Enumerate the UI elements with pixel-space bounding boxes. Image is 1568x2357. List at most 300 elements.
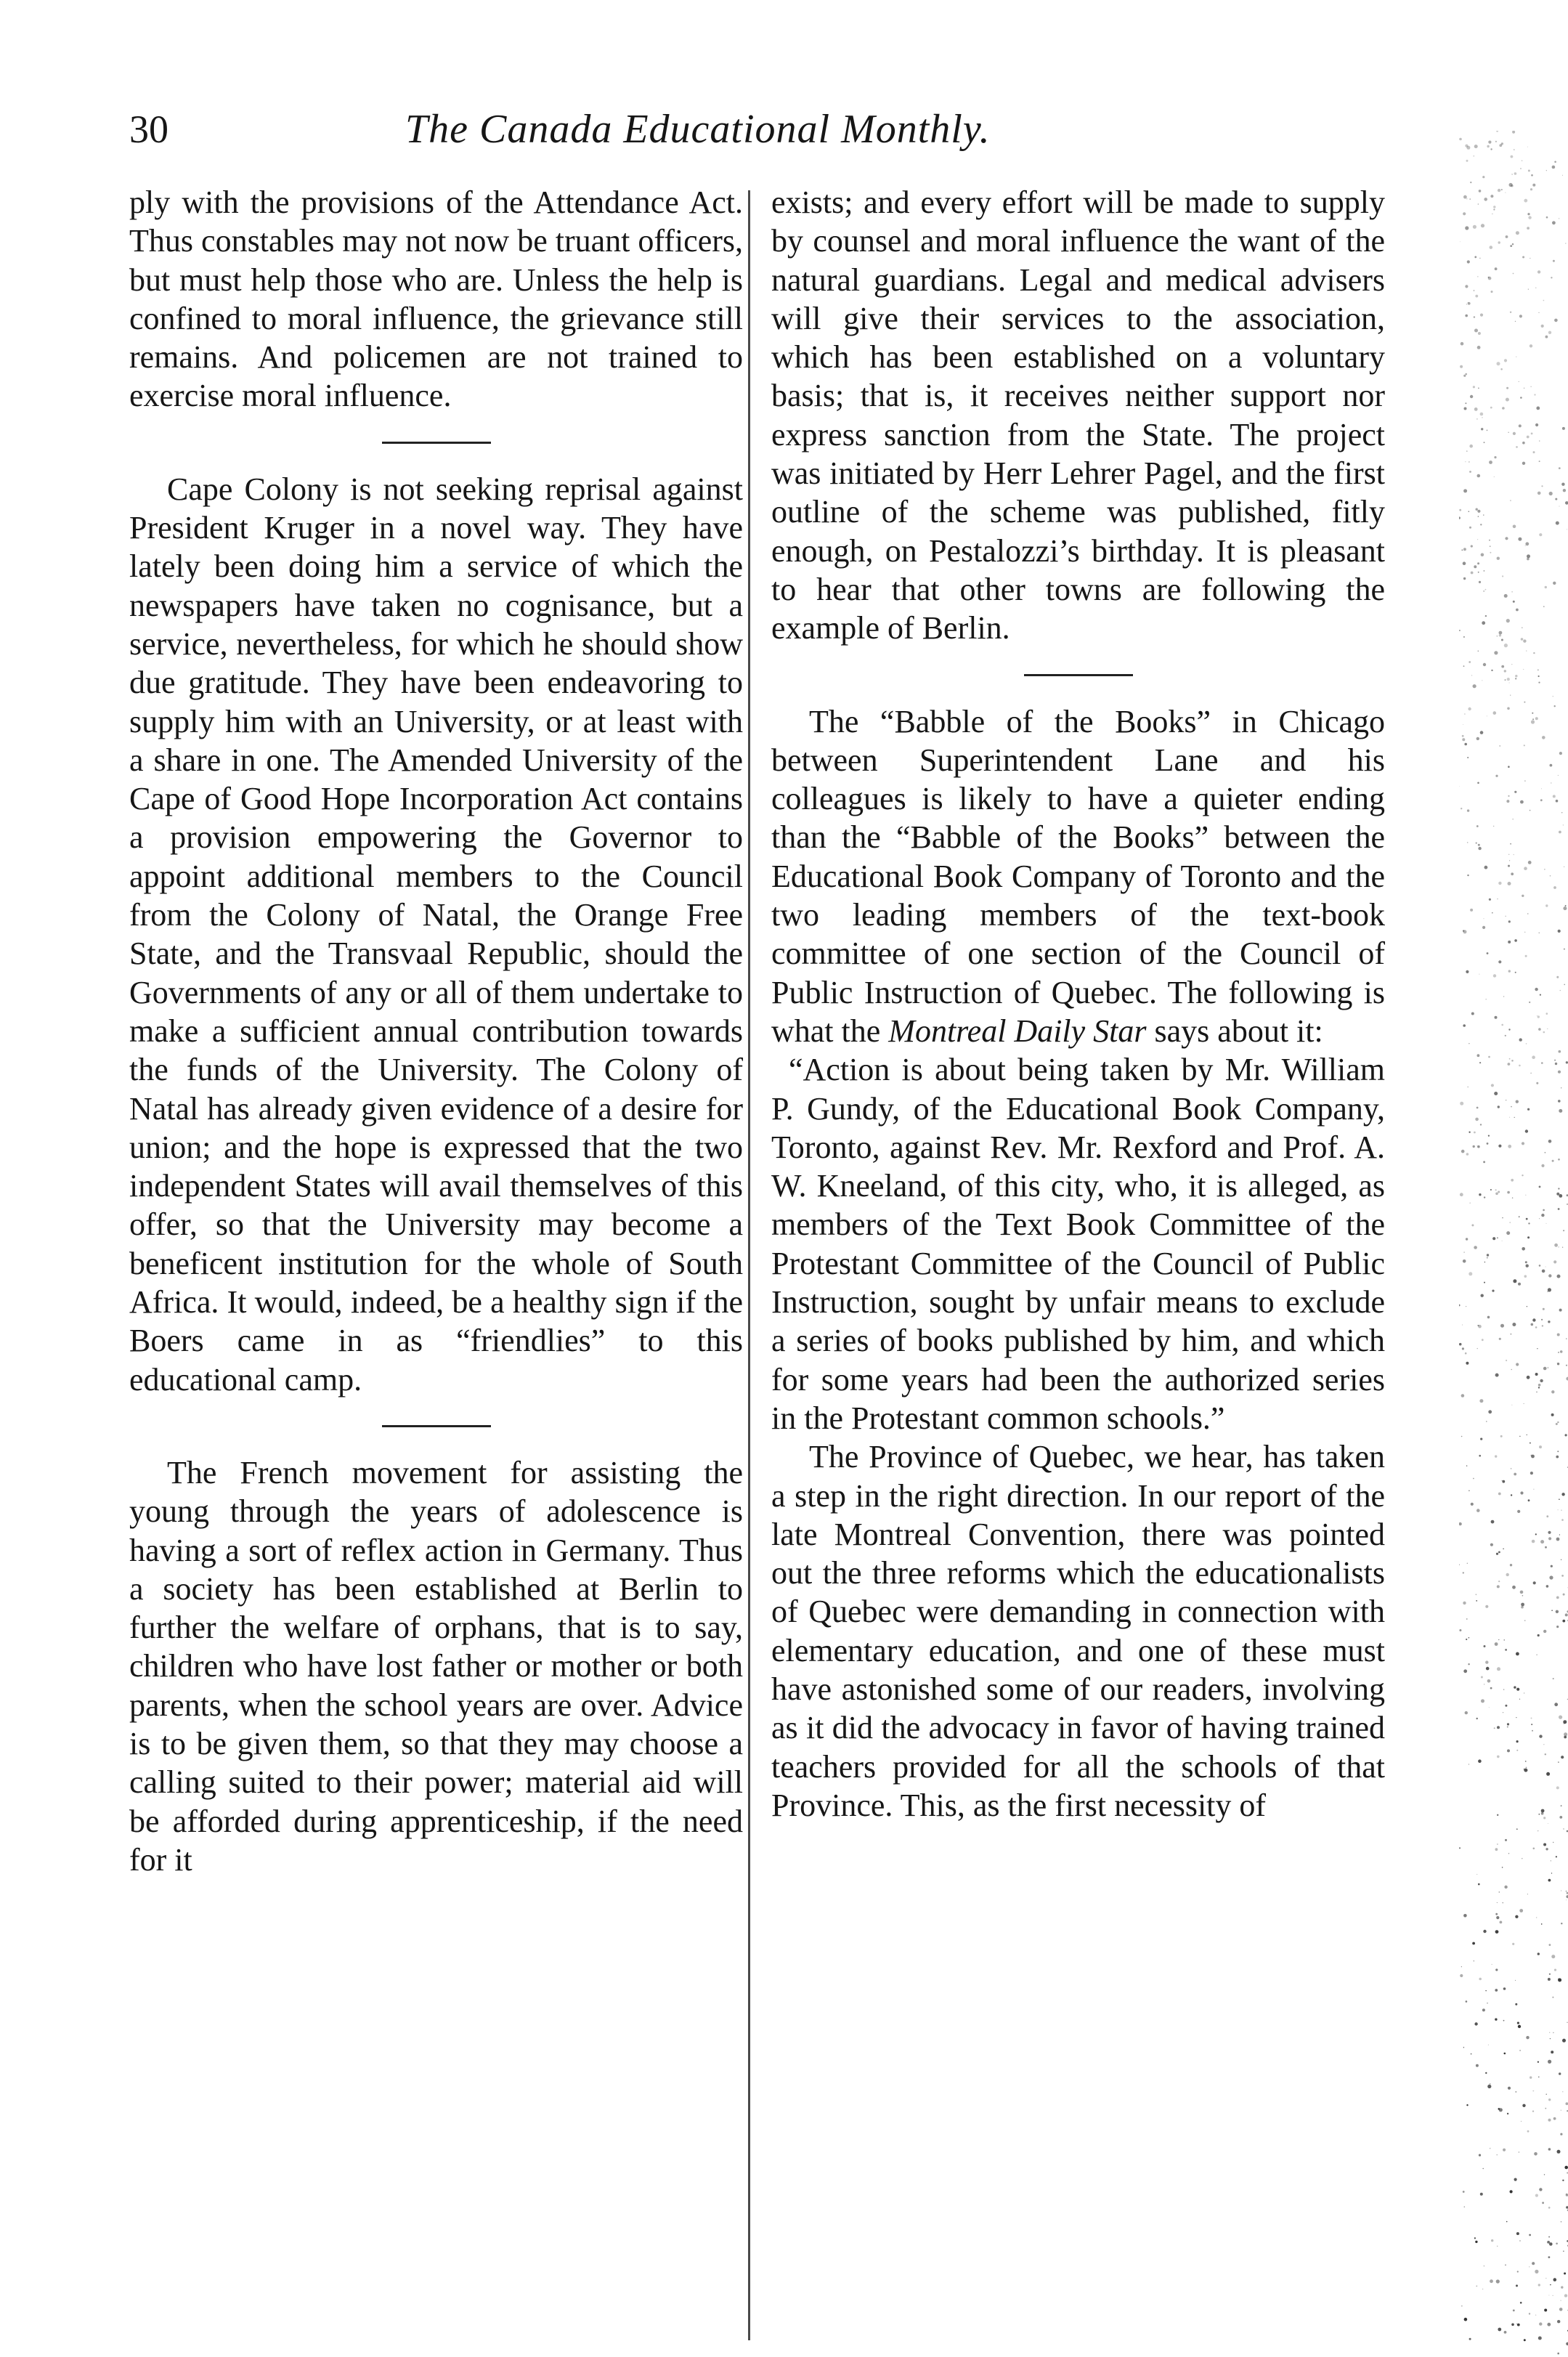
scan-speckle: [1518, 2025, 1521, 2028]
scan-speckle: [1539, 1186, 1541, 1188]
scan-speckle: [1502, 1217, 1503, 1219]
scan-speckle: [1535, 1373, 1538, 1376]
scan-speckle: [1550, 2038, 1551, 2039]
scan-speckle: [1484, 442, 1485, 443]
scan-speckle: [1504, 670, 1506, 672]
scan-speckle: [1498, 1551, 1500, 1554]
scan-speckle: [1546, 1515, 1548, 1517]
scan-speckle: [1517, 2271, 1519, 2272]
scan-speckle: [1545, 2278, 1546, 2279]
scan-speckle: [1535, 717, 1538, 720]
scan-speckle: [1516, 1750, 1518, 1751]
scan-speckle: [1484, 1196, 1485, 1198]
scan-speckle: [1463, 1669, 1467, 1673]
scan-speckle: [1505, 537, 1508, 540]
scan-speckle: [1469, 511, 1470, 512]
scan-speckle: [1487, 1143, 1489, 1145]
scan-speckle: [1476, 1107, 1479, 1109]
section-divider: [1024, 674, 1133, 676]
scan-speckle: [1538, 312, 1539, 313]
scan-speckle: [1558, 1352, 1559, 1353]
running-title: The Canada Educational Monthly.: [405, 107, 991, 152]
scan-speckle: [1532, 184, 1535, 187]
scan-speckle: [1493, 974, 1496, 977]
scan-speckle: [1482, 621, 1485, 625]
scan-speckle: [1548, 1978, 1551, 1981]
scan-speckle: [1500, 1324, 1504, 1328]
scan-speckle: [1510, 843, 1511, 845]
scan-speckle: [1474, 2237, 1476, 2239]
scan-speckle: [1520, 168, 1522, 169]
newspaper-title: Montreal Daily Star: [888, 1013, 1147, 1049]
scan-speckle: [1469, 1490, 1470, 1492]
scan-speckle: [1548, 2236, 1550, 2238]
scan-speckle: [1517, 1510, 1520, 1513]
scan-speckle: [1490, 246, 1493, 249]
scan-speckle: [1536, 1392, 1537, 1393]
scan-speckle: [1526, 2036, 1529, 2039]
scan-speckle: [1540, 1540, 1544, 1543]
babble-text-start: The “Babble of the Books” in Chicago between Superintendent Lane and his colleagues is likely to have a quieter ending than the “Babble of the Books” between the Educational Book Company of Toronto and the two leading members of the text-book committee of one section of the Council of Public Instruction of Quebec. The following is what the: [771, 703, 1385, 1049]
scan-speckle: [1476, 1145, 1477, 1146]
scan-speckle: [1559, 1816, 1562, 1819]
scan-speckle: [1506, 1231, 1510, 1235]
scan-speckle: [1474, 155, 1475, 157]
scan-speckle: [1503, 996, 1504, 997]
scan-speckle: [1470, 182, 1471, 183]
scan-speckle: [1493, 826, 1494, 827]
scan-speckle: [1559, 2308, 1563, 2311]
scan-speckle: [1507, 1727, 1508, 1728]
scan-speckle: [1535, 2194, 1538, 2197]
scan-speckle: [1491, 291, 1493, 293]
scan-speckle: [1502, 1867, 1503, 1868]
scan-speckle: [1508, 795, 1509, 797]
scan-speckle: [1536, 1082, 1538, 1084]
scan-speckle: [1486, 1421, 1487, 1422]
scan-speckle: [1492, 912, 1493, 914]
scan-speckle: [1514, 1473, 1516, 1476]
scan-speckle: [1492, 1237, 1495, 1240]
scan-speckle: [1466, 1238, 1468, 1240]
scan-speckle: [1492, 1290, 1494, 1292]
scan-speckle: [1519, 315, 1522, 317]
scan-speckle: [1476, 508, 1478, 511]
scan-speckle: [1487, 145, 1489, 147]
scan-speckle: [1558, 930, 1561, 933]
scan-speckle: [1511, 1179, 1514, 1182]
scan-speckle: [1497, 362, 1500, 365]
scan-speckle: [1481, 428, 1483, 430]
scan-speckle: [1499, 631, 1503, 635]
scan-speckle: [1485, 2072, 1487, 2074]
scan-speckle: [1478, 651, 1479, 652]
scan-speckle: [1480, 1438, 1482, 1440]
scan-speckle: [1516, 2232, 1519, 2235]
scan-speckle: [1547, 2323, 1551, 2326]
scan-speckle: [1477, 539, 1478, 540]
scan-speckle: [1514, 2178, 1517, 2181]
scan-speckle: [1522, 895, 1524, 897]
scan-speckle: [1539, 1265, 1541, 1267]
scan-speckle: [1510, 1564, 1512, 1566]
scan-speckle: [1541, 789, 1542, 790]
scan-speckle: [1464, 2207, 1466, 2208]
scan-speckle: [1523, 669, 1524, 670]
scan-speckle: [1469, 527, 1471, 529]
scan-speckle: [1531, 720, 1535, 723]
scan-speckle: [1551, 2050, 1553, 2053]
scan-speckle: [1526, 650, 1527, 651]
scan-speckle: [1476, 2286, 1477, 2287]
scan-speckle: [1564, 2273, 1566, 2275]
scan-speckle: [1548, 2098, 1551, 2101]
scan-speckle: [1495, 1968, 1498, 1971]
scan-speckle: [1463, 1602, 1466, 1605]
scan-speckle: [1505, 2265, 1506, 2266]
scan-speckle: [1527, 1108, 1530, 1111]
scan-speckle: [1554, 161, 1556, 163]
scan-speckle: [1528, 861, 1532, 864]
scan-speckle: [1511, 2324, 1514, 2326]
scan-speckle: [1463, 930, 1467, 933]
scan-speckle: [1561, 1519, 1564, 1521]
scan-speckle: [1529, 1002, 1530, 1003]
scan-speckle: [1541, 1319, 1543, 1321]
scan-speckle: [1482, 1339, 1484, 1341]
scan-speckle: [1484, 198, 1487, 201]
scan-speckle: [1519, 2050, 1521, 2051]
scan-speckle: [1463, 489, 1467, 492]
scan-speckle: [1522, 442, 1525, 445]
running-header: [129, 100, 1415, 158]
scan-speckle: [1512, 243, 1514, 245]
scan-speckle: [1508, 920, 1511, 922]
scan-speckle: [1524, 867, 1527, 870]
scan-speckle: [1488, 141, 1491, 144]
scan-speckle: [1537, 492, 1541, 495]
scan-speckle: [1501, 189, 1503, 190]
scan-speckle: [1519, 2240, 1521, 2242]
scan-speckle: [1558, 775, 1559, 776]
scan-speckle: [1495, 2019, 1497, 2021]
scan-speckle: [1539, 1218, 1540, 1219]
scan-speckle: [1504, 2053, 1506, 2055]
scan-speckle: [1562, 2039, 1566, 2042]
scan-speckle: [1461, 1436, 1463, 1437]
scan-speckle: [1463, 2047, 1464, 2048]
scan-speckle: [1543, 1209, 1545, 1212]
scan-edge-speckle: [1459, 131, 1568, 2357]
scan-speckle: [1499, 144, 1502, 147]
scan-speckle: [1530, 1443, 1531, 1444]
scan-speckle: [1545, 1152, 1546, 1153]
scan-speckle: [1509, 860, 1510, 861]
scan-speckle: [1515, 321, 1516, 322]
scan-speckle: [1522, 2104, 1525, 2107]
paragraph-quebec-reforms: The Province of Quebec, we hear, has taken a step in the right direction. In our report of the late Montreal Convention, there was pointed out the three reforms which the educationalists of Quebec were demanding in connection with elementary education, and one of these must have astonished some of our readers, involving as it did the advocacy in favor of having trained teachers provided for all the schools of that Province. This, as the first necessity of: [771, 1439, 1385, 1823]
scan-speckle: [1512, 1586, 1516, 1589]
scan-speckle: [1556, 1456, 1559, 1459]
scan-speckle: [1559, 1716, 1562, 1719]
scan-speckle: [1561, 1756, 1564, 1758]
scan-speckle: [1540, 799, 1543, 801]
scan-speckle: [1559, 1534, 1560, 1535]
scan-speckle: [1545, 586, 1547, 588]
scan-speckle: [1460, 241, 1461, 242]
scan-speckle: [1497, 1843, 1498, 1845]
scan-speckle: [1496, 1916, 1499, 1919]
scan-speckle: [1462, 735, 1464, 737]
scan-speckle: [1498, 1145, 1501, 1148]
scan-speckle: [1549, 1973, 1551, 1975]
scan-speckle: [1508, 941, 1511, 944]
scan-speckle: [1548, 1537, 1551, 1540]
scan-speckle: [1497, 1667, 1500, 1671]
scan-speckle: [1548, 1321, 1550, 1323]
scan-speckle: [1490, 195, 1493, 198]
scan-speckle: [1463, 561, 1466, 565]
scan-speckle: [1563, 906, 1567, 910]
scan-speckle: [1527, 913, 1528, 914]
section-divider: [382, 442, 491, 444]
scan-speckle: [1479, 581, 1481, 583]
scan-speckle: [1468, 1663, 1469, 1665]
scan-speckle: [1549, 1575, 1553, 1579]
scan-speckle: [1513, 273, 1514, 275]
scan-speckle: [1501, 1024, 1503, 1026]
scan-speckle: [1561, 1890, 1562, 1891]
scan-speckle: [1461, 808, 1462, 809]
scan-speckle: [1529, 2234, 1531, 2236]
scan-speckle: [1518, 537, 1522, 541]
scan-speckle: [1557, 2320, 1560, 2323]
scan-speckle: [1498, 1581, 1500, 1582]
scan-speckle: [1463, 195, 1467, 199]
scan-speckle: [1466, 160, 1469, 162]
scan-speckle: [1497, 1902, 1498, 1903]
scan-speckle: [1488, 277, 1490, 278]
scan-speckle: [1485, 615, 1487, 617]
scan-speckle: [1546, 1585, 1549, 1588]
scan-speckle: [1559, 752, 1562, 755]
scan-speckle: [1496, 2279, 1500, 2283]
scan-speckle: [1535, 1533, 1537, 1535]
scan-speckle: [1536, 1917, 1537, 1918]
scan-speckle: [1463, 1024, 1466, 1027]
scan-speckle: [1512, 1323, 1516, 1326]
scan-speckle: [1545, 1848, 1548, 1850]
scan-speckle: [1516, 446, 1518, 448]
scan-speckle: [1515, 675, 1517, 677]
scan-speckle: [1484, 1282, 1485, 1283]
scan-speckle: [1532, 1055, 1535, 1059]
scan-speckle: [1476, 1600, 1477, 1602]
scan-speckle: [1538, 1028, 1541, 1031]
scan-speckle: [1511, 1334, 1512, 1335]
scan-speckle: [1471, 1013, 1474, 1015]
scan-speckle: [1540, 994, 1541, 996]
scan-speckle: [1543, 1367, 1547, 1371]
scan-speckle: [1479, 190, 1482, 192]
scan-speckle: [1544, 2309, 1547, 2312]
scan-speckle: [1470, 395, 1473, 398]
scan-speckle: [1537, 1015, 1540, 1018]
scan-speckle: [1562, 1247, 1563, 1248]
scan-speckle: [1530, 386, 1531, 387]
scan-speckle: [1543, 1031, 1545, 1034]
scan-speckle: [1477, 346, 1481, 349]
paragraph-attendance-act: ply with the provisions of the Attendance Act. Thus constables may not now be truant officers, but must help those who are. Unless the help is confined to moral influence, the grievance still remains. And policemen are not trained to exercise moral influence.: [129, 184, 743, 414]
scan-speckle: [1516, 1740, 1519, 1743]
scan-speckle: [1554, 705, 1556, 707]
scan-speckle: [1522, 1595, 1524, 1597]
scan-speckle: [1542, 2202, 1544, 2204]
column-divider-rule: [748, 190, 750, 2340]
scan-speckle: [1493, 208, 1495, 210]
scan-speckle: [1495, 1189, 1497, 1190]
scan-speckle: [1556, 976, 1559, 978]
scan-speckle: [1563, 1594, 1565, 1596]
scan-speckle: [1471, 2053, 1472, 2055]
scan-speckle: [1511, 1106, 1512, 1108]
scan-speckle: [1477, 1325, 1479, 1326]
scan-speckle: [1497, 1726, 1500, 1729]
scan-speckle: [1537, 270, 1540, 273]
scan-speckle: [1474, 145, 1478, 148]
scan-speckle: [1503, 1689, 1505, 1690]
scan-speckle: [1532, 2262, 1535, 2265]
scan-speckle: [1491, 1084, 1494, 1087]
scan-speckle: [1516, 1828, 1518, 1830]
scan-speckle: [1504, 1886, 1507, 1889]
scan-speckle: [1474, 1132, 1476, 1134]
scan-speckle: [1551, 1390, 1554, 1393]
scan-speckle: [1537, 669, 1539, 670]
scan-speckle: [1546, 1013, 1548, 1015]
scan-speckle: [1515, 1915, 1518, 1918]
scan-speckle: [1509, 183, 1513, 187]
scan-speckle: [1514, 172, 1517, 175]
scan-speckle: [1514, 791, 1516, 793]
scan-speckle: [1528, 1499, 1530, 1501]
scan-speckle: [1547, 2241, 1550, 2244]
scan-speckle: [1495, 1848, 1498, 1851]
scan-speckle: [1541, 1812, 1544, 1815]
scan-speckle: [1511, 664, 1512, 665]
babble-text-end: says about it:: [1154, 1013, 1323, 1049]
scan-speckle: [1503, 1549, 1504, 1550]
scan-speckle: [1472, 1942, 1475, 1945]
scan-speckle: [1539, 533, 1542, 536]
scan-speckle: [1481, 1676, 1483, 1679]
scan-speckle: [1495, 1193, 1498, 1196]
scan-speckle: [1460, 1193, 1463, 1196]
scan-speckle: [1549, 1944, 1551, 1946]
scan-speckle: [1552, 1997, 1553, 1998]
scan-speckle: [1545, 2108, 1546, 2109]
scan-speckle: [1524, 1275, 1527, 1278]
scan-speckle: [1482, 2008, 1485, 2011]
scan-speckle: [1498, 882, 1501, 885]
scan-speckle: [1484, 1645, 1486, 1647]
scan-speckle: [1467, 757, 1469, 758]
scan-speckle: [1516, 1652, 1519, 1656]
scan-speckle: [1525, 1261, 1527, 1263]
scan-speckle: [1467, 842, 1469, 843]
scan-speckle: [1543, 300, 1545, 301]
scan-speckle: [1487, 952, 1489, 954]
scan-speckle: [1556, 1610, 1559, 1613]
scan-speckle: [1507, 707, 1510, 710]
scan-speckle: [1551, 1413, 1554, 1416]
scan-speckle: [1490, 1189, 1492, 1190]
scan-speckle: [1466, 450, 1468, 452]
scan-speckle: [1534, 2152, 1537, 2156]
scan-speckle: [1469, 198, 1471, 200]
scan-speckle: [1503, 2020, 1505, 2021]
scan-speckle: [1533, 652, 1535, 654]
scan-speckle: [1500, 1921, 1503, 1924]
scan-speckle: [1514, 939, 1517, 942]
scan-speckle: [1561, 2221, 1562, 2223]
scan-speckle: [1516, 1363, 1519, 1366]
scan-speckle: [1474, 316, 1475, 317]
scan-speckle: [1515, 1980, 1516, 1981]
scan-speckle: [1476, 825, 1479, 827]
scan-speckle: [1511, 591, 1513, 593]
scan-speckle: [1524, 2339, 1526, 2341]
scan-speckle: [1527, 558, 1530, 561]
scan-speckle: [1527, 554, 1530, 558]
scan-speckle: [1557, 1451, 1559, 1452]
scan-speckle: [1519, 1909, 1523, 1912]
scan-speckle: [1508, 1853, 1509, 1854]
scan-speckle: [1558, 1100, 1561, 1103]
scan-speckle: [1541, 485, 1543, 487]
scan-speckle: [1560, 1350, 1563, 1353]
scan-speckle: [1553, 582, 1556, 585]
scan-speckle: [1519, 424, 1522, 427]
scan-speckle: [1463, 1914, 1467, 1918]
scan-speckle: [1467, 1563, 1468, 1564]
scan-speckle: [1489, 898, 1491, 901]
scan-speckle: [1480, 524, 1482, 525]
scan-speckle: [1466, 970, 1469, 973]
scan-speckle: [1551, 277, 1552, 278]
scan-speckle: [1488, 1410, 1492, 1413]
scan-speckle: [1480, 731, 1484, 734]
scan-speckle: [1474, 565, 1476, 568]
scan-speckle: [1461, 1150, 1465, 1153]
scan-speckle: [1566, 1365, 1567, 1366]
scan-speckle: [1500, 1435, 1503, 1437]
scan-speckle: [1498, 2328, 1501, 2332]
scan-speckle: [1524, 702, 1525, 703]
scan-speckle: [1505, 1839, 1507, 1841]
scan-speckle: [1552, 166, 1556, 169]
scan-speckle: [1533, 1489, 1534, 1490]
scan-speckle: [1491, 2239, 1493, 2242]
scan-speckle: [1556, 522, 1559, 525]
scan-speckle: [1507, 1191, 1510, 1194]
scan-speckle: [1498, 189, 1500, 192]
scan-speckle: [1511, 872, 1514, 875]
scan-speckle: [1505, 679, 1506, 681]
scan-speckle: [1489, 1707, 1490, 1708]
scan-speckle: [1546, 170, 1547, 171]
scan-speckle: [1494, 1092, 1498, 1095]
